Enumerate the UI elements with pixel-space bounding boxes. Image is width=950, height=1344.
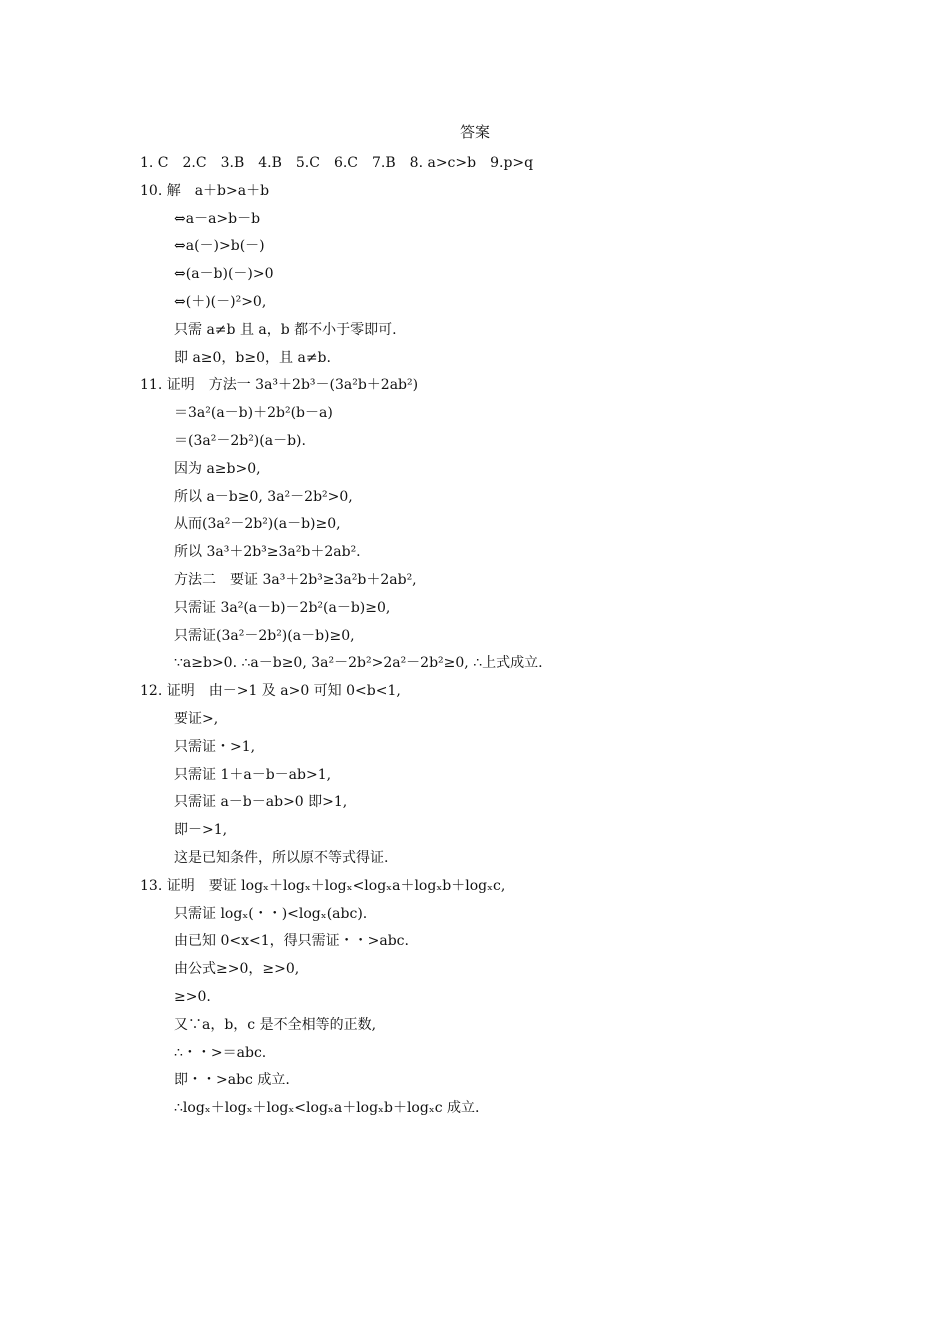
answer-line: ＝(3a²－2b²)(a－b). (174, 432, 306, 449)
answer-line: 11. 证明 方法一 3a³＋2b³－(3a²b＋2ab²) (140, 377, 419, 394)
answer-line: 从而(3a²－2b²)(a－b)≥0, (174, 516, 341, 533)
answer-line: 又∵a，b，c 是不全相等的正数, (174, 1016, 377, 1033)
answer-line: ∵a≥b>0. ∴a－b≥0, 3a²－2b²>2a²－2b²≥0, ∴上式成立. (174, 655, 543, 672)
answer-line: 所以 a－b≥0, 3a²－2b²>0, (174, 488, 353, 505)
answer-line: 即・・>abc 成立. (174, 1072, 290, 1089)
answer-line: 要证>, (174, 710, 219, 727)
answer-line: 只需证(3a²－2b²)(a－b)≥0, (174, 627, 355, 644)
answer-line: ＝3a²(a－b)＋2b²(b－a) (174, 405, 333, 422)
answer-line: 这是已知条件，所以原不等式得证. (174, 849, 389, 866)
answer-line: 由已知 0<x<1，得只需证・・>abc. (174, 933, 409, 950)
answer-line: ⇔(＋)(－)²>0, (174, 293, 267, 310)
answer-line: ⇔(a－b)(－)>0 (174, 266, 274, 283)
answer-line: 只需证 a－b－ab>0 即>1, (174, 794, 348, 811)
answer-line: 因为 a≥b>0, (174, 460, 261, 477)
answer-line: ∴・・>＝abc. (174, 1044, 267, 1061)
answer-line: ∴logₓ＋logₓ＋logₓ<logₓa＋logₓb＋logₓc 成立. (174, 1100, 480, 1117)
answer-line: 所以 3a³＋2b³≥3a²b＋2ab². (174, 544, 361, 561)
answer-lines (0, 150, 950, 1123)
answer-line: 只需证・>1, (174, 738, 256, 755)
answer-line: 只需证 3a²(a－b)－2b²(a－b)≥0, (174, 599, 391, 616)
answer-line: ≥>0. (174, 988, 211, 1005)
answer-line: 只需证 logₓ(・・)<logₓ(abc). (174, 905, 368, 922)
answer-line: 12. 证明 由－>1 及 a>0 可知 0<b<1, (140, 683, 401, 700)
answer-line: 只需 a≠b 且 a，b 都不小于零即可. (174, 321, 397, 338)
answer-line: ⇔a(－)>b(－) (174, 238, 265, 255)
answer-title: 答案 (459, 123, 490, 141)
answer-line: 10. 解 a＋b>a＋b (140, 182, 270, 199)
answer-line: ⇔a－a>b－b (174, 210, 261, 227)
answer-line: 方法二 要证 3a³＋2b³≥3a²b＋2ab², (174, 571, 417, 588)
answer-line: 1. C 2.C 3.B 4.B 5.C 6.C 7.B 8. a>c>b 9.p>q (140, 155, 534, 171)
answer-line: 即－>1, (174, 822, 228, 839)
answer-line: 13. 证明 要证 logₓ＋logₓ＋logₓ<logₓa＋logₓb＋logₓc, (140, 877, 506, 894)
answer-line: 只需证 1＋a－b－ab>1, (174, 766, 332, 783)
answer-line: 即 a≥0，b≥0，且 a≠b. (174, 349, 331, 366)
answer-line: 由公式≥>0，≥>0, (174, 961, 300, 978)
